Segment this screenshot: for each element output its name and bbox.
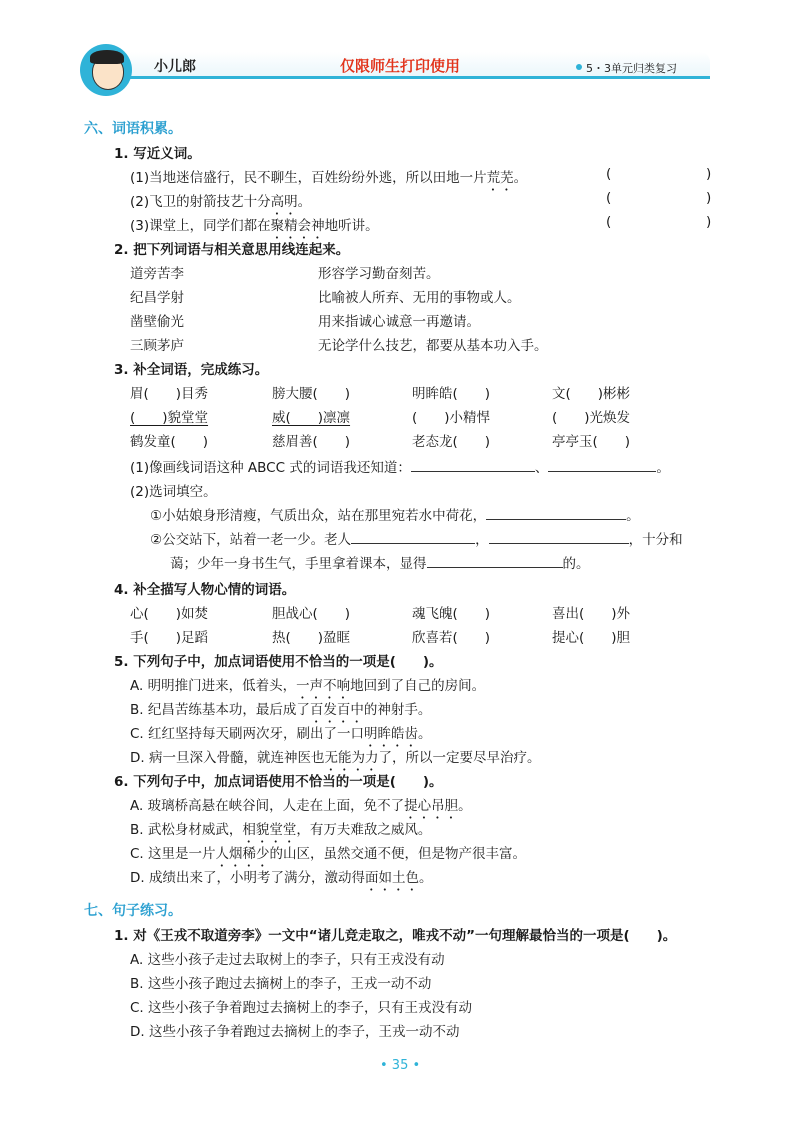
unit-label: 5・3单元归类复习 — [586, 62, 677, 75]
q4-word[interactable]: 欣喜若( ) — [412, 630, 491, 646]
section-6-title: 六、词语积累。 — [84, 121, 182, 137]
q3-sub2-b: ②公交站下，站着一老一少。老人 ， ，十分和 — [150, 528, 683, 548]
q5-title: 5. 下列句子中，加点词语使用不恰当的一项是( )。 — [114, 654, 443, 670]
q3-word[interactable]: 膀大腰( ) — [272, 386, 351, 402]
q3-sub1: (1)像画线词语这种 ABCC 式的词语我还知道： 、 。 — [130, 456, 670, 476]
q3-word[interactable]: 老态龙( ) — [412, 434, 491, 450]
answer-blank[interactable] — [411, 457, 535, 472]
q6-option-d[interactable]: D. 成绩出来了，小明考了满分，激动得面如土色。 — [130, 870, 433, 886]
q2-right-1[interactable]: 形容学习勤奋刻苦。 — [318, 266, 440, 282]
q3-sub2-c: 蔼；少年一身书生气，手里拿着课本，显得 的。 — [170, 552, 590, 572]
q2-title: 2. 把下列词语与相关意思用线连起来。 — [114, 242, 350, 258]
section-7-title: 七、句子练习。 — [84, 903, 182, 919]
page-number: • 35 • — [380, 1058, 421, 1073]
q5-option-c[interactable]: C. 红红坚持每天刷两次牙，刷出了一口明眸皓齿。 — [130, 726, 432, 742]
q6-title: 6. 下列句子中，加点词语使用不恰当的一项是( )。 — [114, 774, 443, 790]
q5-option-d[interactable]: D. 病一旦深入骨髓，就连神医也无能为力了，所以一定要尽早治疗。 — [130, 750, 541, 766]
s7-q1-title: 1. 对《王戎不取道旁李》一文中“诸儿竞走取之，唯戎不动”一句理解最恰当的一项是( )。 — [114, 928, 677, 944]
q4-word[interactable]: 热( )盈眶 — [272, 630, 351, 646]
answer-blank[interactable] — [548, 457, 656, 472]
q2-left-4[interactable]: 三顾茅庐 — [130, 338, 184, 354]
s7-q1-option-a[interactable]: A. 这些小孩子走过去取树上的李子，只有王戎没有动 — [130, 952, 445, 968]
q2-left-3[interactable]: 凿壁偷光 — [130, 314, 184, 330]
q2-right-3[interactable]: 用来指诚心诚意一再邀请。 — [318, 314, 480, 330]
answer-paren-open-1[interactable]: ( — [606, 166, 612, 182]
q6-option-c[interactable]: C. 这里是一片人烟稀少的山区，虽然交通不便，但是物产很丰富。 — [130, 846, 527, 862]
answer-paren-close-2: ) — [706, 190, 712, 206]
q4-word[interactable]: 喜出( )外 — [552, 606, 631, 622]
q3-word[interactable]: 慈眉善( ) — [272, 434, 351, 450]
answer-blank[interactable] — [427, 553, 563, 568]
s7-q1-option-d[interactable]: D. 这些小孩子争着跑过去摘树上的李子，王戎一动不动 — [130, 1024, 460, 1040]
print-notice: 仅限师生打印使用 — [340, 57, 461, 75]
q4-word[interactable]: 胆战心( ) — [272, 606, 351, 622]
q2-left-2[interactable]: 纪昌学射 — [130, 290, 184, 306]
q3-title: 3. 补全词语，完成练习。 — [114, 362, 269, 378]
answer-blank[interactable] — [489, 529, 629, 544]
q2-right-4[interactable]: 无论学什么技艺，都要从基本功入手。 — [318, 338, 548, 354]
q3-word[interactable]: 文( )彬彬 — [552, 386, 631, 402]
q3-word[interactable]: 亭亭玉( ) — [552, 434, 631, 450]
q4-word[interactable]: 提心( )胆 — [552, 630, 631, 646]
answer-blank[interactable] — [351, 529, 475, 544]
q2-right-2[interactable]: 比喻被人所弃、无用的事物或人。 — [318, 290, 521, 306]
answer-blank[interactable] — [486, 505, 626, 520]
q3-word[interactable]: ( )光焕发 — [552, 410, 631, 426]
q3-word[interactable]: 明眸皓( ) — [412, 386, 491, 402]
q1-item-2: (2)飞卫的射箭技艺十分高明。 — [130, 194, 312, 210]
brand-name: 小儿郎 — [154, 59, 196, 75]
q5-option-a[interactable]: A. 明明推门进来，低着头，一声不响地回到了自己的房间。 — [130, 678, 486, 694]
q1-item-3: (3)课堂上，同学们都在聚精会神地听讲。 — [130, 218, 379, 234]
q5-option-b[interactable]: B. 纪昌苦练基本功，最后成了百发百中的神射手。 — [130, 702, 432, 718]
answer-paren-close-3: ) — [706, 214, 712, 230]
q3-word[interactable]: 鹤发童( ) — [130, 434, 209, 450]
q6-option-b[interactable]: B. 武松身材威武，相貌堂堂，有万夫难敌之威风。 — [130, 822, 432, 838]
q6-option-a[interactable]: A. 玻璃桥高悬在峡谷间，人走在上面，免不了提心吊胆。 — [130, 798, 472, 814]
q3-word-underlined[interactable]: ( )貌堂堂 — [130, 410, 209, 426]
q1-item-1: (1)当地迷信盛行，民不聊生，百姓纷纷外逃，所以田地一片荒芜。 — [130, 170, 528, 186]
s7-q1-option-c[interactable]: C. 这些小孩子争着跑过去摘树上的李子，只有王戎没有动 — [130, 1000, 473, 1016]
s7-q1-option-b[interactable]: B. 这些小孩子跑过去摘树上的李子，王戎一动不动 — [130, 976, 432, 992]
q3-sub2-a: ①小姑娘身形清瘦，气质出众，站在那里宛若水中荷花， 。 — [150, 504, 640, 524]
q1-title: 1. 写近义词。 — [114, 146, 201, 162]
answer-paren-open-2[interactable]: ( — [606, 190, 612, 206]
q3-word-underlined[interactable]: 威( )凛凛 — [272, 410, 351, 426]
q3-word[interactable]: ( )小精悍 — [412, 410, 491, 426]
q3-sub2: (2)选词填空。 — [130, 484, 217, 500]
answer-paren-open-3[interactable]: ( — [606, 214, 612, 230]
q4-word[interactable]: 魂飞魄( ) — [412, 606, 491, 622]
q4-word[interactable]: 手( )足蹈 — [130, 630, 209, 646]
bullet-icon — [576, 64, 582, 70]
q3-word[interactable]: 眉( )目秀 — [130, 386, 209, 402]
q4-word[interactable]: 心( )如焚 — [130, 606, 209, 622]
q2-left-1[interactable]: 道旁苦李 — [130, 266, 184, 282]
q4-title: 4. 补全描写人物心情的词语。 — [114, 582, 296, 598]
header-rule — [120, 76, 710, 79]
answer-paren-close-1: ) — [706, 166, 712, 182]
mascot-hair — [90, 50, 124, 64]
